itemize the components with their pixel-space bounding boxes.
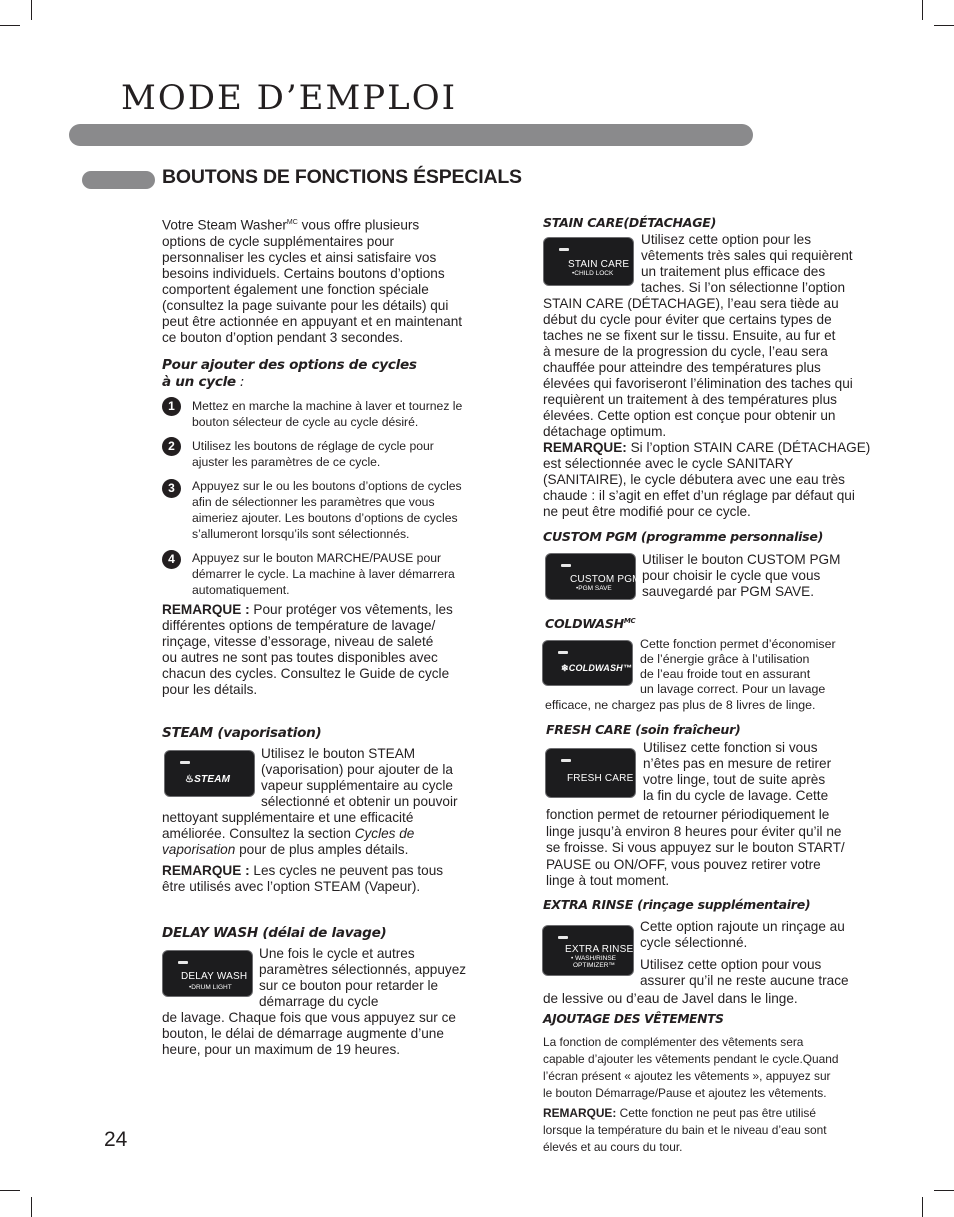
custom-button-illustration [545,553,641,600]
intro-line: comportent également une fonction spéciale [162,281,429,297]
extra-line: de lessive ou d’eau de Javel dans le linge. [543,991,798,1006]
coldwash-line: Cette fonction permet d’économiser [640,637,836,651]
howto-heading-line: Pour ajouter des options de cycles [162,357,417,373]
section-pill [82,171,155,189]
delay-line: paramètres sélectionnés, appuyez [259,962,467,977]
step-line: Appuyez sur le bouton MARCHE/PAUSE pour [192,551,442,565]
steam-ref: Cycles de [354,826,415,841]
ajout-text [543,1034,888,1102]
coldwash-line: de l’énergie grâce à l’utilisation [640,652,810,666]
fresh-line: Utilisez cette fonction si vous [643,740,818,755]
delay-button-label: DELAY WASH [181,971,248,982]
steam-icon: ♨ [185,774,195,785]
fresh-full-text [546,807,891,890]
ajout-note [543,1105,888,1156]
howto-note [162,602,502,698]
stain-line: élevées. Cette option est conçue pour obtenir un [543,408,836,423]
intro-line: (consultez la page suivante pour les détails) qui [162,297,449,313]
crop-mark [31,1197,32,1217]
stain-heading: STAIN CARE(DÉTACHAGE) [543,215,717,230]
steam-label-text: STEAM [194,774,231,785]
steam-note [162,863,502,895]
stain-button-illustration [543,237,634,286]
extra-line: Utilisez cette option pour vous [640,957,822,972]
step-number-3: 3 [162,479,181,498]
note-line: ou autres ne sont pas toutes disponibles avec [162,650,438,665]
custom-line: pour choisir le cycle que vous [642,568,821,583]
step-line: s’allumeront lorsqu’ils sont sélectionnés. [192,527,410,541]
stain-line: Utilisez cette option pour les [641,232,812,247]
led-indicator [178,961,188,964]
note-line: chacun des cycles. Consultez le Guide de cycle [162,666,450,681]
fresh-heading: FRESH CARE (soin fraîcheur) [546,722,741,737]
fresh-side-text [643,740,883,804]
ajout-line: le bouton Démarrage/Pause et ajoutez les vêtements. [543,1086,827,1100]
note-line: Cette fonction ne peut pas être utilisé [616,1106,816,1120]
header-bar [69,124,753,146]
fresh-button-illustration [545,748,636,798]
custom-button-label: CUSTOM PGM [570,574,641,585]
delay-line: bouton, le délai de démarrage augmente d’une [162,1026,444,1041]
custom-line: Utiliser le bouton CUSTOM PGM [642,552,841,567]
stain-line: élevées qui favoriseront l’élimination des taches qui [543,376,853,391]
stain-line: un traitement plus efficace des [641,264,826,279]
led-indicator [180,761,190,764]
note-line: rinçage, vitesse d’essorage, niveau de saleté [162,634,434,649]
intro-line: Votre Steam Washer [162,217,287,233]
extra-line: assurer qu’il ne reste aucune trace [640,973,849,988]
note-line: Pour protéger vos vêtements, les [249,602,453,617]
step-2-text [192,438,502,470]
note-label: REMARQUE: [543,1106,617,1120]
custom-heading: CUSTOM PGM (programme personnalise) [543,529,824,544]
stain-line: début du cycle pour éviter que certains types de [543,312,832,327]
stain-line: requièrent un traitement à des températures plus [543,392,837,407]
note-line: est sélectionnée avec le cycle SANITARY [543,456,794,471]
stain-button-sub: •CHILD LOCK [572,270,614,277]
steam-line: améliorée. Consultez la section [162,826,355,841]
crop-mark [922,0,923,20]
stain-line: à mesure de la progression du cycle, l’eau sera [543,344,828,359]
crop-mark [31,0,32,20]
note-label: REMARQUE : [162,863,250,878]
extra-line: cycle sélectionné. [640,935,748,950]
fresh-line: n’êtes pas en mesure de retirer [643,756,832,771]
note-label: REMARQUE: [543,440,627,455]
step-number-2: 2 [162,437,181,456]
intro-line: ce bouton d’option pendant 3 secondes. [162,329,404,345]
led-indicator [559,248,569,251]
fresh-line: se froisse. Si vous appuyez sur le bouton START/ [546,840,845,855]
intro-line: peut être actionnée en appuyant et en maintenant [162,313,463,329]
led-indicator [558,936,568,939]
steam-button-illustration [164,750,255,797]
steam-line: (vaporisation) pour ajouter de la [261,762,453,777]
step-4-text [192,550,502,598]
delay-line: heure, pour un maximum de 19 heures. [162,1042,401,1057]
coldwash-line: efficace, ne chargez pas plus de 8 livres de linge. [545,698,816,712]
fresh-line: votre linge, tout de suite après [643,772,826,787]
coldwash-button-illustration [542,640,633,686]
section-title: BOUTONS DE FONCTIONS ÉSPECIALS [162,166,522,188]
note-line: Si l’option STAIN CARE (DÉTACHAGE) [626,440,871,455]
fresh-line: linge à tout moment. [546,873,670,888]
note-line: (SANITAIRE), le cycle débutera avec une eau très [543,472,845,487]
delay-heading: DELAY WASH (délai de lavage) [162,925,387,941]
coldwash-heading-sup: MC [623,616,636,625]
steam-side-text [261,746,501,810]
extra-text-b [640,957,890,989]
step-line: afin de sélectionner les paramètres que vous [192,495,435,509]
stain-side-text [641,232,881,296]
stain-line: STAIN CARE (DÉTACHAGE), l’eau sera tiède au [543,296,839,311]
coldwash-label-text: COLDWASH™ [568,663,633,673]
stain-line: chauffée pour atteindre des températures plus [543,360,821,375]
step-line: Mettez en marche la machine à laver et tournez le [192,399,463,413]
intro-line: personnaliser les cycles et ainsi satisfaire vos [162,249,437,265]
howto-heading [162,357,417,391]
note-line: chaude : il s’agit en effet d’un réglage par défaut qui [543,488,855,503]
coldwash-heading [545,616,635,631]
page-header-title: MODE D’EMPLOI [121,78,458,118]
step-line: Utilisez les boutons de réglage de cycle pour [192,439,434,453]
howto-heading-colon: : [235,374,245,390]
fresh-line: PAUSE ou ON/OFF, vous pouvez retirer votre [546,856,821,872]
coldwash-side-text [640,637,885,697]
crop-mark [0,1190,20,1191]
crop-mark [922,1197,923,1217]
coldwash-heading-text: COLDWASH [545,616,624,631]
stain-full-text [543,296,888,520]
extra-text-a [640,919,890,951]
ajout-heading: AJOUTAGE DES VÊTEMENTS [543,1012,724,1026]
fresh-line: fonction permet de retourner périodiquement le [546,807,830,822]
delay-button-sub: •DRUM LIGHT [189,984,232,991]
steam-line: pour de plus amples détails. [235,842,409,857]
fresh-button-label: FRESH CARE [567,773,634,784]
ajout-line: l’écran présent « ajoutez les vêtements », appuyez sur [543,1069,831,1083]
crop-mark [934,1190,954,1191]
step-line: Appuyez sur le ou les boutons d’options de cycles [192,479,462,493]
snowflake-icon: ❄ [561,663,569,673]
note-line: Les cycles ne peuvent pas tous [249,863,444,878]
extra-line: Cette option rajoute un rinçage au [640,919,845,934]
step-line: bouton sélecteur de cycle au cycle désiré. [192,415,419,429]
steam-line: sélectionné et obtenir un pouvoir [261,794,458,809]
steam-heading: STEAM (vaporisation) [162,725,322,741]
stain-line: taches ne se fixent sur le tissu. Ensuite, au fur et [543,328,836,343]
extra-full-text [543,991,888,1007]
note-label: REMARQUE : [162,602,250,617]
ajout-line: La fonction de complémenter des vêtements sera [543,1035,804,1049]
intro-paragraph [162,215,502,346]
step-line: démarrer le cycle. La machine à laver démarrera [192,567,455,581]
stain-line: détachage optimum. [543,424,667,439]
ajout-line: capable d’ajouter les vêtements pendant le cycle.Quand [543,1052,839,1066]
intro-sup: MC [286,219,298,226]
extra-button-sub: • WASH/RINSE [571,955,617,962]
step-number-4: 4 [162,550,181,569]
note-line: ne peut être modifié pour ce cycle. [543,504,751,519]
delay-full-text [162,1010,502,1058]
fresh-line: linge jusqu’à environ 8 heures pour éviter qu’il ne [546,823,842,839]
extra-button-sub: OPTIMIZER™ [573,962,615,969]
note-line: élevés et au cours du tour. [543,1140,683,1154]
delay-line: démarrage du cycle [259,994,379,1009]
crop-mark [0,25,20,26]
steam-ref: vaporisation [162,842,236,857]
step-line: aimeriez ajouter. Les boutons d’options de cycles [192,511,458,525]
stain-line: taches. Si l’on sélectionne l’option [641,280,846,295]
coldwash-line: de l’eau froide tout en assurant [640,667,811,681]
step-number-1: 1 [162,397,181,416]
note-line: lorsque la température du bain et le niveau d’eau sont [543,1123,827,1137]
step-1-text [192,398,502,430]
steam-line: vapeur supplémentaire au cycle [261,778,453,793]
intro-line: besoins individuels. Certains boutons d’options [162,265,445,281]
delay-side-text [259,946,504,1010]
delay-button-illustration [162,950,253,997]
steam-button-label [185,774,230,785]
delay-line: Une fois le cycle et autres [259,946,415,961]
intro-line: vous offre plusieurs [297,217,420,233]
note-line: pour les détails. [162,682,258,697]
steam-full-text [162,810,502,858]
page-number: 24 [104,1128,128,1151]
custom-button-sub: •PGM SAVE [576,585,612,592]
note-line: différentes options de température de lavage/ [162,618,436,633]
custom-line: sauvegardé par PGM SAVE. [642,584,815,599]
delay-line: de lavage. Chaque fois que vous appuyez sur ce [162,1010,456,1025]
howto-heading-line: à un cycle [162,374,236,390]
step-line: automatiquement. [192,583,290,597]
note-line: être utilisés avec l’option STEAM (Vapeur). [162,879,421,894]
delay-line: sur ce bouton pour retarder le [259,978,439,993]
steam-line: nettoyant supplémentaire et une efficacité [162,810,414,825]
coldwash-line: un lavage correct. Pour un lavage [640,682,826,696]
extra-button-label: EXTRA RINSE [565,944,634,955]
coldwash-button-label [561,663,632,674]
led-indicator [561,564,571,567]
intro-line: options de cycle supplémentaires pour [162,233,394,249]
led-indicator [558,651,568,654]
step-3-text [192,478,502,542]
custom-text [642,552,882,600]
step-line: ajuster les paramètres de ce cycle. [192,455,381,469]
stain-line: vêtements très sales qui requièrent [641,248,853,263]
extra-button-illustration [542,925,634,976]
fresh-line: la fin du cycle de lavage. Cette [643,788,829,803]
coldwash-full-text [545,698,890,713]
crop-mark [934,25,954,26]
steam-line: Utilisez le bouton STEAM [261,746,416,761]
led-indicator [561,759,571,762]
stain-button-label: STAIN CARE [568,259,630,270]
extra-heading: EXTRA RINSE (rinçage supplémentaire) [543,897,811,912]
